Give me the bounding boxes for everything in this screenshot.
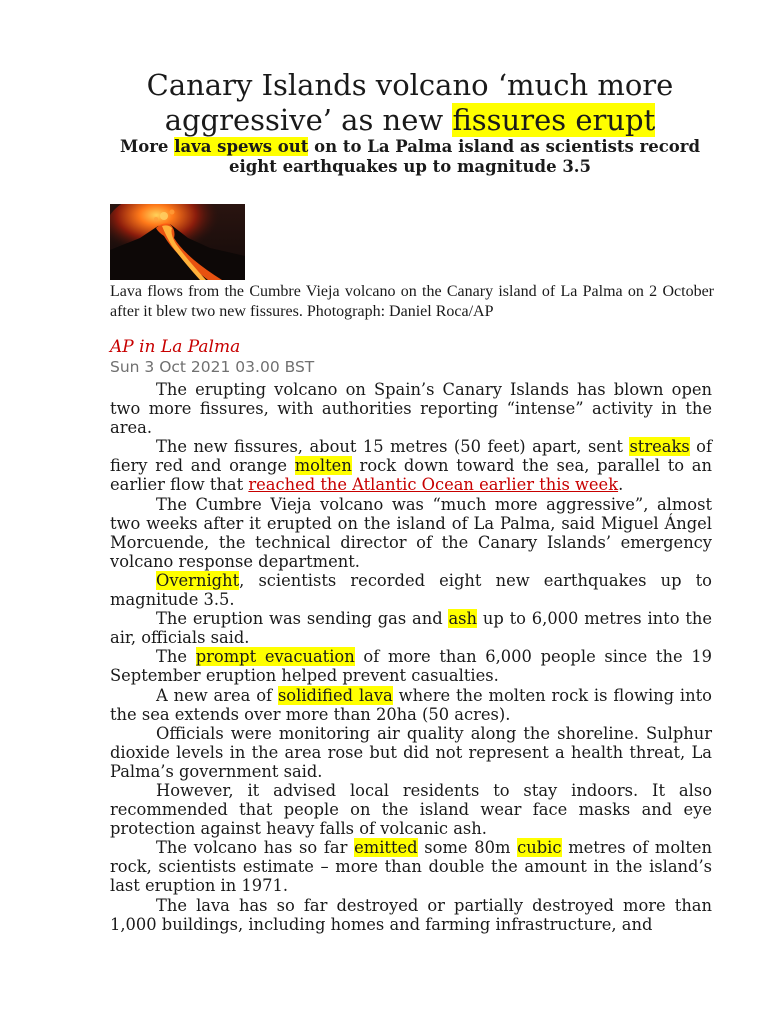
paragraph-5 <box>110 609 712 647</box>
paragraph-7-text-1: A new area of <box>156 685 278 705</box>
highlight-cubic: cubic <box>517 838 562 858</box>
highlight-streaks: streaks <box>629 437 690 457</box>
paragraph-2-text-4: . <box>618 475 624 495</box>
paragraph-4-text: , scientists recorded eight new earthquakes up to magnitude 3.5. <box>110 570 712 610</box>
paragraph-10-text-3: metres of molten rock, scientists estimate – more than double the amount in the island’s last eruption in 1971. <box>110 838 712 896</box>
article-body <box>110 380 712 934</box>
paragraph-7 <box>110 686 712 724</box>
headline <box>100 68 720 138</box>
standfirst <box>100 137 720 177</box>
lava-photo-image <box>110 204 245 280</box>
highlight-ash: ash <box>448 609 478 629</box>
paragraph-2-text-2: of fiery red and orange <box>110 437 712 476</box>
headline-text: Canary Islands volcano ‘much more aggressive’ as new <box>146 68 674 137</box>
paragraph-10-text-2: some 80m <box>417 838 518 858</box>
paragraph-6 <box>110 647 712 685</box>
paragraph-3: The Cumbre Vieja volcano was “much more aggressive”, almost two weeks after it erupted on the island of La Palma, said Miguel Ángel Morcuende, the technical director of the Canary Islands’ emergency volcano response department. <box>110 494 712 571</box>
highlight-prompt-evacuation: prompt evacuation <box>195 647 355 667</box>
highlight-emitted: emitted <box>354 838 418 858</box>
atlantic-ocean-link[interactable]: reached the Atlantic Ocean earlier this week <box>248 475 619 495</box>
highlight-molten: molten <box>294 456 352 476</box>
paragraph-2-text-3: rock down toward the sea, parallel to an earlier flow that <box>110 456 712 495</box>
paragraph-9: However, it advised local residents to stay indoors. It also recommended that people on the island wear face masks and eye protection against heavy falls of volcanic ash. <box>110 780 712 839</box>
dateline: Sun 3 Oct 2021 03.00 BST <box>110 358 315 376</box>
paragraph-10-text-1: The volcano has so far <box>156 838 355 858</box>
paragraph-6-text-1: The <box>156 647 196 667</box>
paragraph-4 <box>110 571 712 609</box>
highlight-overnight: Overnight <box>156 570 240 590</box>
paragraph-11: The lava has so far destroyed or partially destroyed more than 1,000 buildings, including homes and farming infrastructure, and <box>110 895 712 934</box>
paragraph-2 <box>110 437 712 494</box>
paragraph-5-text-2: up to 6,000 metres into the air, officials said. <box>110 609 712 648</box>
standfirst-text-1: More <box>119 137 175 156</box>
paragraph-6-text-2: of more than 6,000 people since the 19 September eruption helped prevent casualties. <box>110 647 713 686</box>
lava-photo <box>110 204 245 280</box>
paragraph-2-text-1: The new fissures, about 15 metres (50 feet) apart, sent <box>156 437 630 457</box>
standfirst-text-2: on to La Palma island as scientists record eight earthquakes up to magnitude 3.5 <box>228 137 701 176</box>
highlight-solidified-lava: solidified lava <box>277 685 393 705</box>
paragraph-5-text-1: The eruption was sending gas and <box>156 609 449 629</box>
standfirst-highlight: lava spews out <box>174 137 309 156</box>
byline[interactable]: AP in La Palma <box>110 337 241 357</box>
paragraph-1: The erupting volcano on Spain’s Canary Islands has blown open two more fissures, with authorities reporting “intense” activity in the area. <box>110 380 712 438</box>
paragraph-10 <box>110 838 712 895</box>
photo-caption: Lava flows from the Cumbre Vieja volcano on the Canary island of La Palma on 2 October after it blew two new fissures. Photograph: Daniel Roca/AP <box>110 283 714 320</box>
paragraph-8: Officials were monitoring air quality along the shoreline. Sulphur dioxide levels in the area rose but did not represent a health threat, La Palma’s government said. <box>110 723 712 781</box>
paragraph-7-text-2: where the molten rock is flowing into the sea extends over more than 20ha (50 acres). <box>110 685 712 724</box>
headline-highlight: fissures erupt <box>452 103 656 137</box>
